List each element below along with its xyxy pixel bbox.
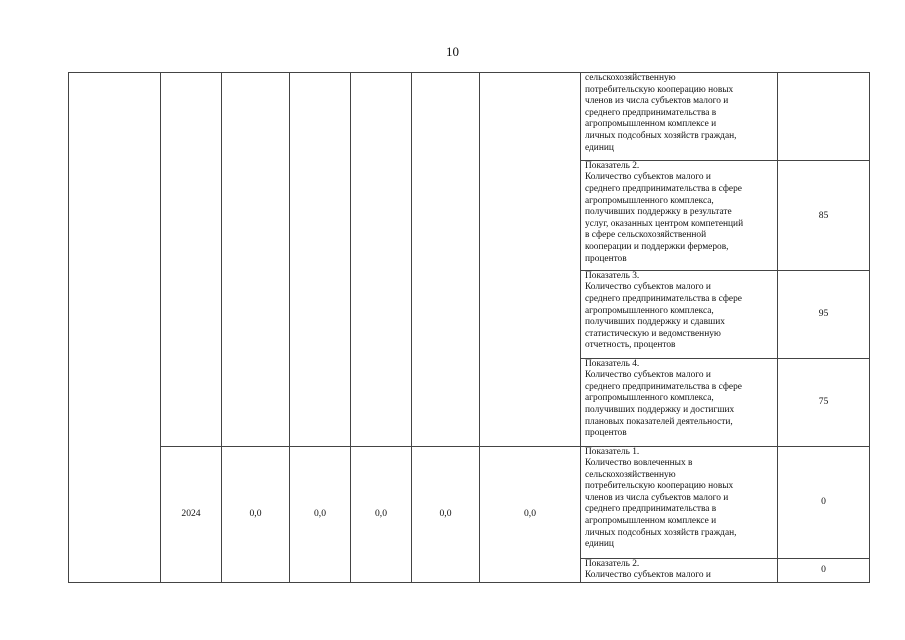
indicator-text: Показатель 1. Количество вовлеченных в сельскохозяйственную потребительскую кооперацию новых членов из числа субъектов малого и среднего предпринимательства в агропромышленном комплексе и личных подсобных хозяйств граждан, единиц — [581, 446, 778, 558]
year-cell-empty — [161, 73, 222, 447]
indicator-text: Показатель 2. Количество субъектов малого и — [581, 558, 778, 582]
amount-cell-empty — [351, 73, 412, 447]
indicator-text: сельскохозяйственную потребительскую кооперацию новых членов из числа субъектов малого и среднего предпринимательства в агропромышленном комплексе и личных подсобных хозяйств граждан, единиц — [581, 73, 778, 161]
indicator-value: 0 — [778, 446, 870, 558]
indicator-text: Показатель 3. Количество субъектов малого и среднего предпринимательства в сфере агропромышленного комплекса, получивших поддержку и сдавших статистическую и ведомственную отчетность, процентов — [581, 270, 778, 358]
amount-cell: 0,0 — [222, 446, 290, 582]
indicator-value: 85 — [778, 160, 870, 270]
budget-table — [68, 72, 870, 583]
amount-cell-empty — [290, 73, 351, 447]
amount-cell-empty — [412, 73, 480, 447]
amount-cell: 0,0 — [351, 446, 412, 582]
table-row — [69, 446, 870, 558]
year-cell: 2024 — [161, 446, 222, 582]
merged-name-cell — [69, 73, 161, 583]
table-row — [69, 73, 870, 161]
indicator-text: Показатель 4. Количество субъектов малого и среднего предпринимательства в сфере агропромышленного комплекса, получивших поддержку и достигших плановых показателей деятельности, процентов — [581, 358, 778, 446]
amount-cell: 0,0 — [290, 446, 351, 582]
amount-cell-empty — [480, 73, 581, 447]
indicator-value: 75 — [778, 358, 870, 446]
indicator-text: Показатель 2. Количество субъектов малого и среднего предпринимательства в сфере агропромышленного комплекса, получивших поддержку в результате услуг, оказанных центром компетенций в сфере сельскохозяйственной кооперации и поддержки фермеров, процентов — [581, 160, 778, 270]
indicator-value — [778, 73, 870, 161]
amount-cell-empty — [222, 73, 290, 447]
amount-cell: 0,0 — [412, 446, 480, 582]
indicator-value: 0 — [778, 558, 870, 582]
amount-cell: 0,0 — [480, 446, 581, 582]
page-number: 10 — [446, 44, 459, 59]
indicator-value: 95 — [778, 270, 870, 358]
